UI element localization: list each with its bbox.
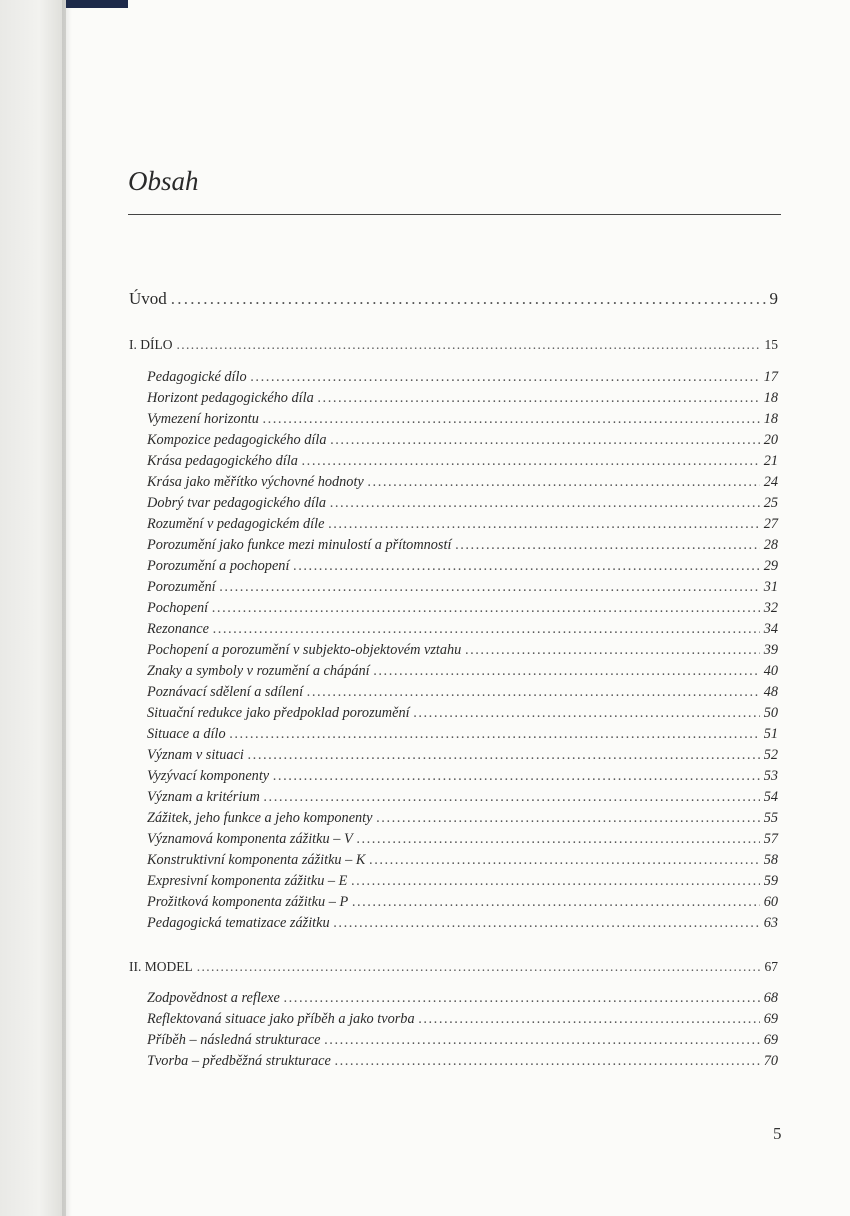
toc-entry xyxy=(147,1011,778,1028)
toc-leader-dots xyxy=(230,726,760,743)
toc-entry-page: 34 xyxy=(763,621,778,637)
toc-entry-page: 54 xyxy=(763,789,778,805)
toc-entry-title: Krása jako měřítko výchovné hodnoty xyxy=(147,474,364,490)
toc-entry-page: 20 xyxy=(763,432,778,448)
toc-entry xyxy=(147,642,778,659)
toc-entry xyxy=(147,369,778,386)
book-spine xyxy=(0,0,66,1216)
toc-leader-dots xyxy=(352,894,760,911)
toc-leader-dots xyxy=(414,705,760,722)
toc-entry xyxy=(147,726,778,743)
toc-leader-dots xyxy=(369,852,759,869)
toc-entry-title: Konstruktivní komponenta zážitku – K xyxy=(147,852,366,868)
toc-leader-dots xyxy=(328,516,759,533)
toc-entry xyxy=(147,894,778,911)
toc-leader-dots xyxy=(368,474,760,491)
toc-entry-page: 52 xyxy=(763,747,778,763)
top-edge-band xyxy=(66,0,128,8)
toc-entry-page: 57 xyxy=(763,831,778,847)
toc-entry-title: Dobrý tvar pedagogického díla xyxy=(147,495,327,511)
toc-leader-dots xyxy=(455,537,759,554)
toc-leader-dots xyxy=(220,579,760,596)
toc-entry-page: 24 xyxy=(763,474,778,490)
toc-entry-page: 68 xyxy=(763,990,778,1006)
toc-leader-dots xyxy=(293,558,759,575)
page-number: 5 xyxy=(773,1124,782,1143)
toc-entry-page: 39 xyxy=(763,642,778,658)
toc-part-heading xyxy=(129,959,778,975)
toc-entry-page: 48 xyxy=(763,684,778,700)
toc-leader-dots xyxy=(263,411,760,428)
toc-entry xyxy=(147,915,778,932)
toc-entry-page: 25 xyxy=(763,495,778,511)
toc-entry-title: II. MODEL xyxy=(129,959,193,974)
toc-entry-page: 29 xyxy=(763,558,778,574)
toc-leader-dots xyxy=(318,390,760,407)
toc-entry xyxy=(147,747,778,764)
toc-entry-page: 27 xyxy=(763,516,778,532)
toc-entry xyxy=(147,831,778,848)
toc-entry-page: 55 xyxy=(763,810,778,826)
toc-entry xyxy=(147,453,778,470)
toc-entry-title: Porozumění jako funkce mezi minulostí a přítomností xyxy=(147,537,452,553)
toc-leader-dots xyxy=(212,600,760,617)
toc-entry-title: Pochopení a porozumění v subjekto-objektovém vztahu xyxy=(147,642,462,658)
toc-leader-dots xyxy=(197,959,761,975)
toc-entry-page: 59 xyxy=(763,873,778,889)
toc-entry-title: Rezonance xyxy=(147,621,209,637)
toc-entry-page: 31 xyxy=(763,579,778,595)
toc-entry-page: 28 xyxy=(763,537,778,553)
toc-entry-title: Význam v situaci xyxy=(147,747,244,763)
toc-entry xyxy=(147,558,778,575)
toc-entry-title: Reflektovaná situace jako příběh a jako tvorba xyxy=(147,1011,415,1027)
toc-leader-dots xyxy=(330,495,760,512)
toc-entry-title: Horizont pedagogického díla xyxy=(147,390,314,406)
toc-entry xyxy=(147,789,778,806)
toc-entry-title: Situační redukce jako předpoklad porozumění xyxy=(147,705,410,721)
toc-leader-dots xyxy=(335,1053,760,1070)
toc-entry-page: 40 xyxy=(763,663,778,679)
toc-leader-dots xyxy=(465,642,759,659)
toc-entry-page: 69 xyxy=(763,1032,778,1048)
toc-leader-dots xyxy=(334,915,760,932)
toc-entry-title: Úvod xyxy=(129,289,167,308)
toc-leader-dots xyxy=(171,289,766,309)
toc-entry-title: Příběh – následná strukturace xyxy=(147,1032,321,1048)
page-title: Obsah xyxy=(128,166,199,196)
toc-entry xyxy=(147,810,778,827)
toc-leader-dots xyxy=(264,789,760,806)
toc-entry xyxy=(147,495,778,512)
toc-leader-dots xyxy=(177,337,761,353)
toc-entry-page: 18 xyxy=(763,390,778,406)
toc-entry-title: Pedagogické dílo xyxy=(147,369,247,385)
toc-entry-title: Porozumění a pochopení xyxy=(147,558,290,574)
toc-entry-page: 32 xyxy=(763,600,778,616)
toc-leader-dots xyxy=(374,663,760,680)
toc-entry xyxy=(147,1032,778,1049)
toc-leader-dots xyxy=(330,432,759,449)
toc-entry xyxy=(147,684,778,701)
toc-part-heading xyxy=(129,337,778,353)
toc-entry-title: Zážitek, jeho funkce a jeho komponenty xyxy=(147,810,373,826)
toc-entry-title: Pochopení xyxy=(147,600,209,616)
toc-entry xyxy=(147,516,778,533)
toc-entry xyxy=(147,990,778,1007)
toc-entry xyxy=(147,705,778,722)
toc-entry-title: Zodpovědnost a reflexe xyxy=(147,990,280,1006)
toc-entry-title: Prožitková komponenta zážitku – P xyxy=(147,894,349,910)
toc-entry-title: Význam a kritérium xyxy=(147,789,260,805)
toc-leader-dots xyxy=(248,747,760,764)
toc-leader-dots xyxy=(419,1011,760,1028)
toc-entry xyxy=(147,474,778,491)
toc-entry xyxy=(147,411,778,428)
toc-entry-title: Situace a dílo xyxy=(147,726,226,742)
toc-entry-title: Rozumění v pedagogickém díle xyxy=(147,516,325,532)
toc-entry-title: Významová komponenta zážitku – V xyxy=(147,831,353,847)
toc-entry-page: 63 xyxy=(763,915,778,931)
toc-leader-dots xyxy=(213,621,760,638)
gutter-shadow xyxy=(62,0,72,1216)
toc-leader-dots xyxy=(302,453,760,470)
toc-entry-title: Vymezení horizontu xyxy=(147,411,259,427)
toc-leader-dots xyxy=(307,684,760,701)
toc-entry-page: 15 xyxy=(764,337,778,352)
toc-leader-dots xyxy=(251,369,760,386)
toc-leader-dots xyxy=(377,810,760,827)
toc-entry-page: 50 xyxy=(763,705,778,721)
toc-leader-dots xyxy=(273,768,760,785)
toc-entry xyxy=(147,663,778,680)
toc-entry-page: 60 xyxy=(763,894,778,910)
toc-entry xyxy=(147,768,778,785)
toc-entry-title: Poznávací sdělení a sdílení xyxy=(147,684,304,700)
toc-entry-page: 70 xyxy=(763,1053,778,1069)
toc-entry-title: Krása pedagogického díla xyxy=(147,453,298,469)
toc-leader-dots xyxy=(357,831,760,848)
toc-entry-page: 69 xyxy=(763,1011,778,1027)
toc-leader-dots xyxy=(351,873,759,890)
toc-entry xyxy=(147,600,778,617)
title-rule xyxy=(128,214,781,215)
toc-entry-title: Znaky a symboly v rozumění a chápání xyxy=(147,663,370,679)
toc-entry xyxy=(147,537,778,554)
toc-entry-title: Tvorba – předběžná strukturace xyxy=(147,1053,331,1069)
toc-leader-dots xyxy=(325,1032,760,1049)
toc-entry-page: 17 xyxy=(763,369,778,385)
toc-entry-title: Pedagogická tematizace zážitku xyxy=(147,915,330,931)
toc-entry xyxy=(147,579,778,596)
toc-entry-page: 53 xyxy=(763,768,778,784)
toc-entry-page: 51 xyxy=(763,726,778,742)
toc-entry-title: Vyzývací komponenty xyxy=(147,768,270,784)
toc-entry xyxy=(147,621,778,638)
toc-entry-title: Expresivní komponenta zážitku – E xyxy=(147,873,348,889)
toc-entry-page: 67 xyxy=(764,959,778,974)
toc-entry-title: Kompozice pedagogického díla xyxy=(147,432,327,448)
toc-entry-page: 21 xyxy=(763,453,778,469)
toc-entry xyxy=(147,432,778,449)
toc-entry-page: 18 xyxy=(763,411,778,427)
toc-entry xyxy=(129,289,778,309)
toc-entry-page: 58 xyxy=(763,852,778,868)
toc-entry-title: Porozumění xyxy=(147,579,216,595)
toc-entry-page: 9 xyxy=(769,289,778,308)
toc-entry xyxy=(147,852,778,869)
toc-entry xyxy=(147,390,778,407)
toc-entry-title: I. DÍLO xyxy=(129,337,173,352)
toc-entry xyxy=(147,1053,778,1070)
toc-leader-dots xyxy=(284,990,760,1007)
toc-entry xyxy=(147,873,778,890)
